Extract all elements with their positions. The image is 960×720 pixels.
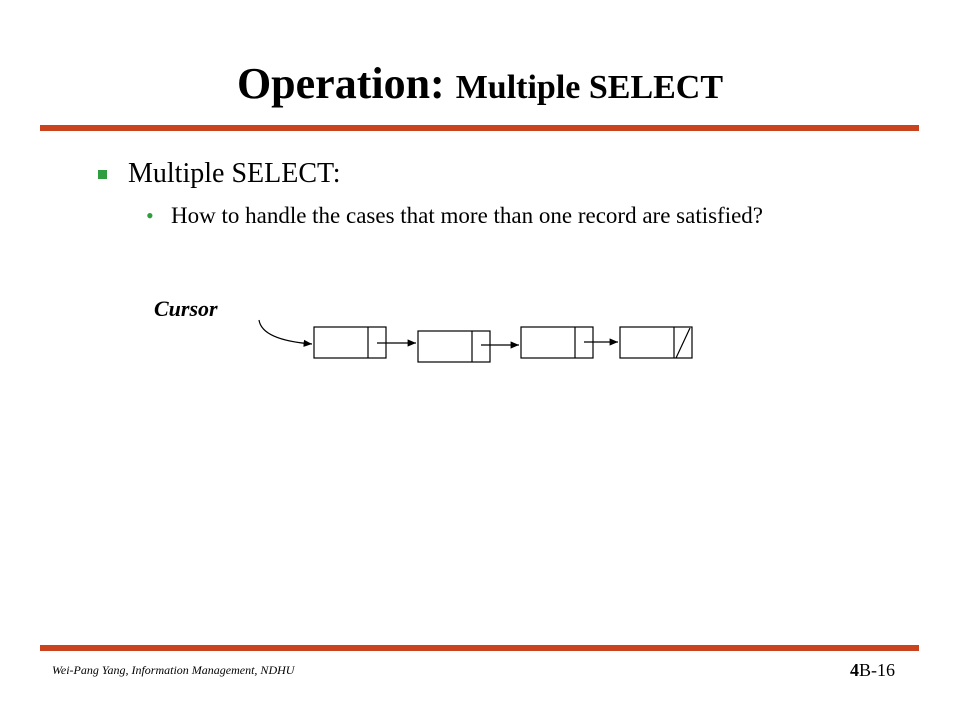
- page-number-suffix: B-16: [859, 660, 895, 680]
- bottom-divider: [40, 645, 919, 651]
- list-node-2: [418, 331, 490, 362]
- bullet-level-2-text: How to handle the cases that more than one record are satisfied?: [171, 203, 764, 228]
- bullet-level-1-text: Multiple SELECT:: [128, 158, 341, 189]
- slide-page-number: [850, 660, 895, 681]
- title-main: Operation:: [236, 59, 456, 108]
- cursor-label: Cursor: [154, 296, 218, 321]
- cursor-pointer-arrow: [259, 320, 312, 344]
- list-node-1: [314, 327, 386, 358]
- footer-author: Wei-Pang Yang, Information Management, NDHU: [52, 663, 295, 677]
- list-node-4: [620, 327, 692, 358]
- page-number-prefix: 4: [850, 660, 859, 680]
- dot-bullet-icon: •: [146, 203, 154, 228]
- title-sub: Multiple SELECT: [455, 69, 724, 106]
- list-node-3: [521, 327, 593, 358]
